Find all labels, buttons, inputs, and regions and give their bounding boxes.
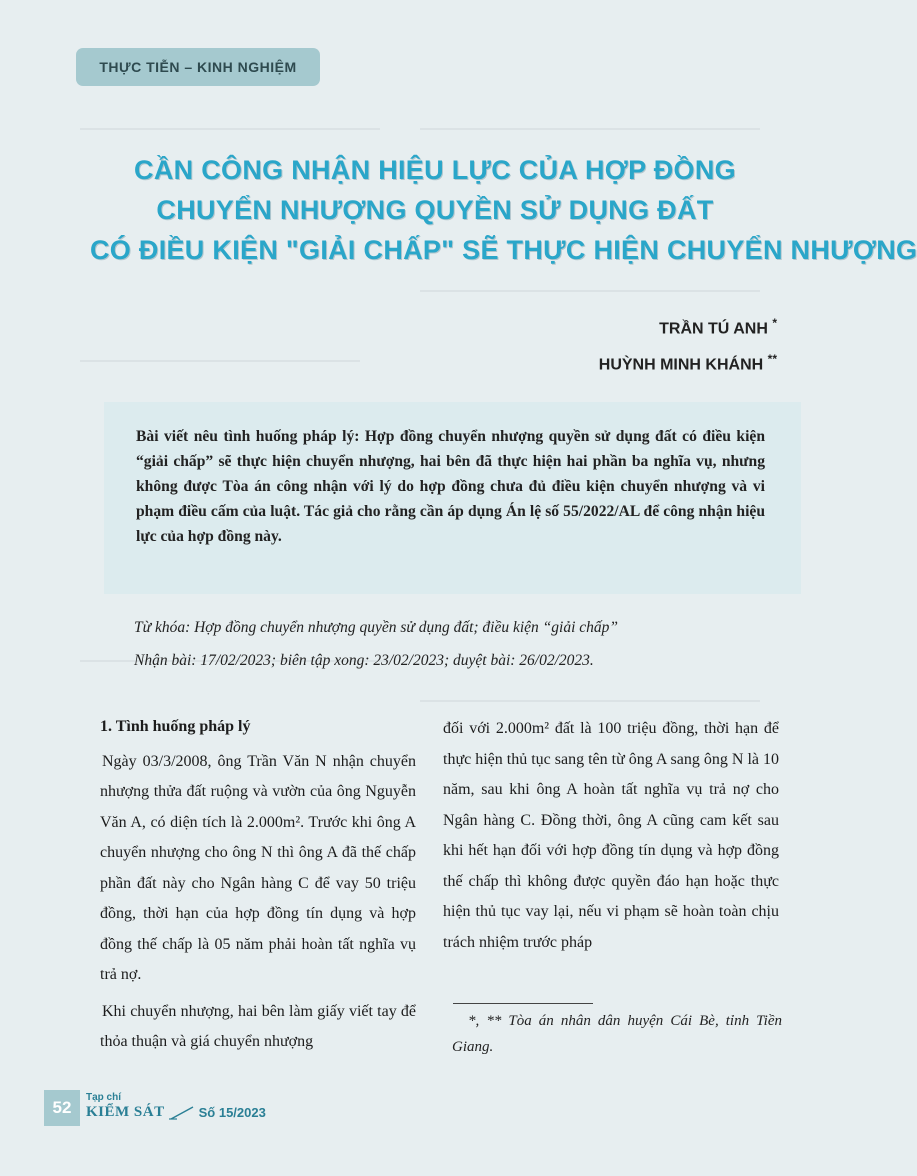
keywords: Từ khóa: Hợp đồng chuyển nhượng quyền sử dụng đất; điều kiện “giải chấp” [134, 619, 619, 636]
abstract-text: Bài viết nêu tình huống pháp lý: Hợp đồng chuyển nhượng quyền sử dụng đất có điều kiện “giải chấp” sẽ thực hiện chuyển nhượng, hai bên đã thực hiện hai phần ba nghĩa vụ, nhưng không được Tòa án công nhận với lý do hợp đồng chưa đủ điều kiện chuyển nhượng và vi phạm điều cấm của luật. Tác giả cho rằng cần áp dụng Án lệ số 55/2022/AL để công nhận hiệu lực của hợp đồng này. [136, 428, 765, 545]
author-mark: * [772, 316, 777, 330]
title-line: CẦN CÔNG NHẬN HIỆU LỰC CỦA HỢP ĐỒNG [134, 155, 736, 185]
submission-dates: Nhận bài: 17/02/2023; biên tập xong: 23/02/2023; duyệt bài: 26/02/2023. [134, 652, 594, 669]
section-label: THỰC TIỄN – KINH NGHIỆM [99, 59, 297, 75]
paragraph: Khi chuyển nhượng, hai bên làm giấy viết tay để thỏa thuận và giá chuyển nhượng [100, 1002, 416, 1050]
page-footer [44, 1090, 304, 1140]
footnote-divider [453, 1003, 593, 1004]
body-column-left [100, 712, 416, 1064]
journal-mark [86, 1090, 266, 1121]
author-name: TRẦN TÚ ANH [659, 320, 768, 338]
section-heading: 1. Tình huống pháp lý [100, 718, 251, 735]
section-tag [76, 48, 320, 86]
author-name: HUỲNH MINH KHÁNH [598, 356, 764, 374]
issue-number: Số 15/2023 [198, 1105, 266, 1120]
author-list [599, 308, 777, 381]
abstract-box [104, 402, 801, 594]
article-meta [134, 611, 784, 677]
author [599, 308, 777, 344]
article-title [90, 150, 917, 270]
author-mark: ** [767, 352, 777, 367]
paragraph: Ngày 03/3/2008, ông Trần Văn N nhận chuyển nhượng thửa đất ruộng và vườn của ông Nguyễn Văn A, có diện tích là 2.000m². Trước khi ông A chuyển nhượng cho ông N thì ông A đã thế chấp phần đất này cho Ngân hàng C để vay 50 triệu đồng, thời hạn của hợp đồng tín dụng và hợp đồng thế chấp là 05 năm phải hoàn tất nghĩa vụ trả nợ. [100, 752, 416, 983]
slash-decoration-icon [169, 1106, 195, 1120]
journal-name: KIỂM SÁT [86, 1104, 165, 1120]
footnote: *, ** Tòa án nhân dân huyện Cái Bè, tỉnh Tiền Giang. [452, 1013, 782, 1055]
paragraph: đối với 2.000m² đất là 100 triệu đồng, thời hạn để thực hiện thủ tục sang tên từ ông A sang ông N là 10 năm, sau khi ông A hoàn tất nghĩa vụ trả nợ cho Ngân hàng C. Đồng thời, ông A cũng cam kết sau khi hết hạn đối với hợp đồng tín dụng và hợp đồng thế chấp thì không được quyền đáo hạn hoặc thực hiện thủ tục vay lại, nếu vi phạm sẽ hoàn toàn chịu trách nhiệm trước pháp [443, 720, 779, 951]
title-line: CÓ ĐIỀU KIỆN "GIẢI CHẤP" SẼ THỰC HIỆN CHUYỂN NHƯỢNG [90, 235, 917, 265]
author [599, 344, 777, 380]
journal-prefix: Tạp chí [86, 1092, 122, 1103]
page-number: 52 [44, 1090, 80, 1126]
body-column-right [443, 714, 779, 964]
title-line: CHUYỂN NHƯỢNG QUYỀN SỬ DỤNG ĐẤT [156, 195, 714, 225]
